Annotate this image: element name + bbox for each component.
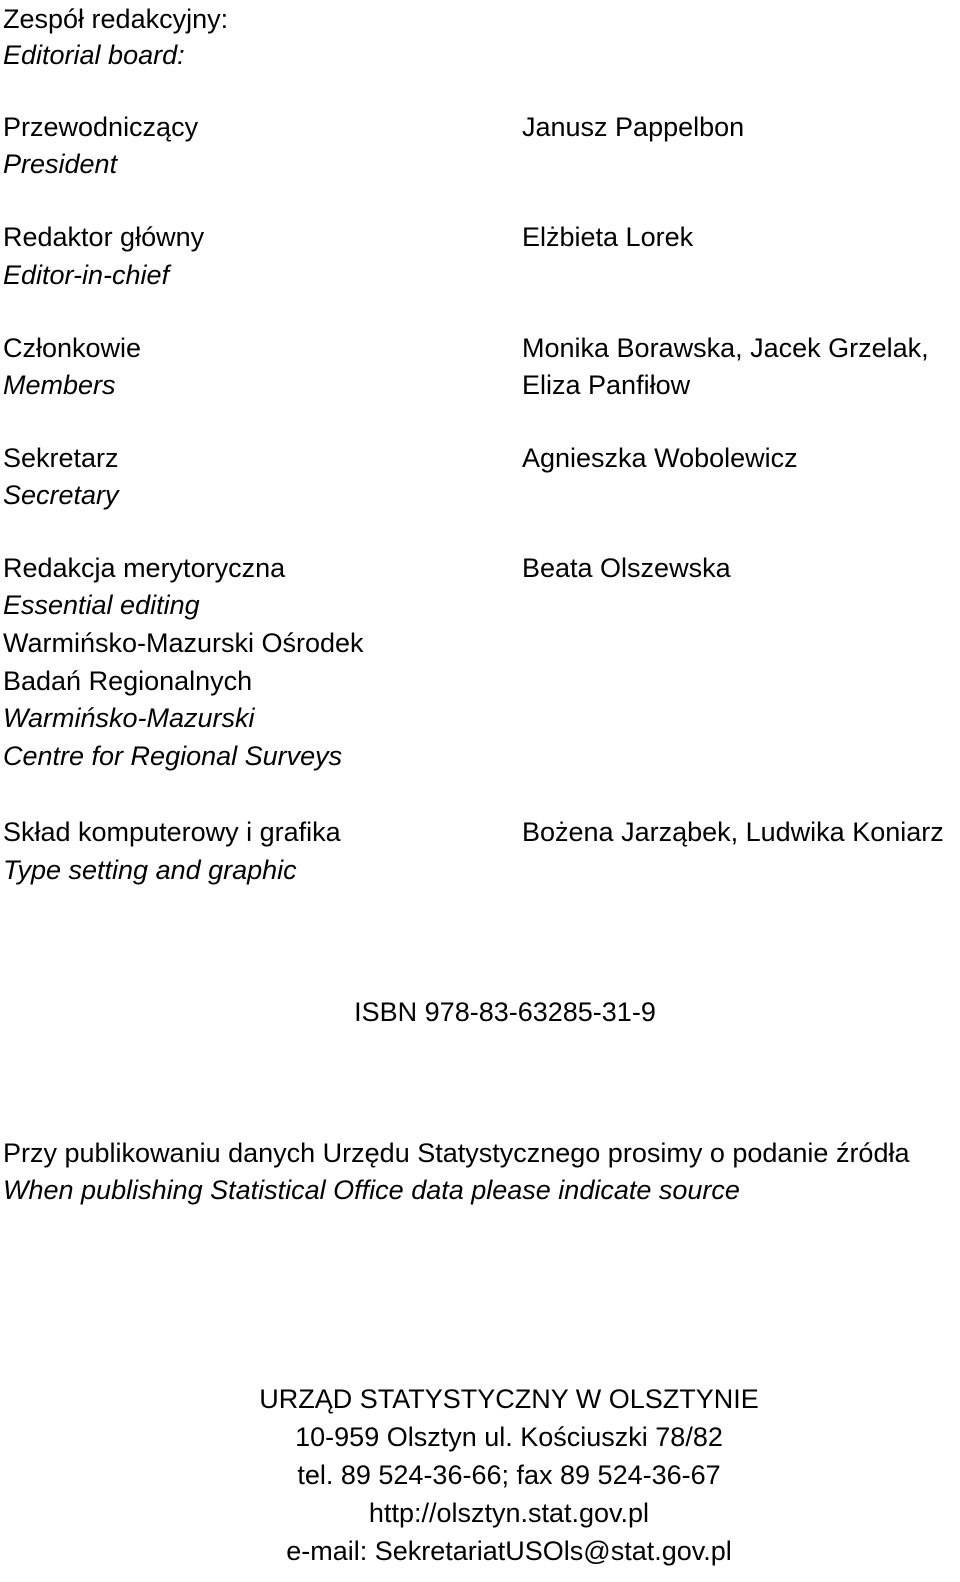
role-typesetting-pl: Skład komputerowy i grafika <box>3 817 341 847</box>
editorial-board-title: Zespół redakcyjny: <box>3 4 229 34</box>
names-members-line2: Eliza Panfiłow <box>522 370 691 400</box>
office-address: 10-959 Olsztyn ul. Kościuszki 78/82 <box>295 1422 723 1452</box>
isbn: ISBN 978-83-63285-31-9 <box>354 997 656 1027</box>
unit-pl-line2: Badań Regionalnych <box>3 666 253 696</box>
name-essential-editing: Beata Olszewska <box>522 553 731 583</box>
role-members-en: Members <box>3 370 116 400</box>
role-editor-in-chief-en: Editor-in-chief <box>3 260 170 290</box>
office-email-link[interactable]: e-mail: SekretariatUSOls@stat.gov.pl <box>286 1536 732 1566</box>
office-website-link[interactable]: http://olsztyn.stat.gov.pl <box>368 1498 650 1528</box>
citation-note-en: When publishing Statistical Office data please indicate source <box>3 1175 740 1205</box>
editorial-board-title-en: Editorial board: <box>3 40 185 70</box>
citation-note-pl: Przy publikowaniu danych Urzędu Statystycznego prosimy o podanie źródła <box>3 1138 910 1168</box>
names-members-line1: Monika Borawska, Jacek Grzelak, <box>522 333 929 363</box>
name-editor-in-chief: Elżbieta Lorek <box>522 222 694 252</box>
role-president-pl: Przewodniczący <box>3 112 199 142</box>
role-president-en: President <box>3 149 118 179</box>
role-editor-in-chief-pl: Redaktor główny <box>3 222 205 252</box>
office-name: URZĄD STATYSTYCZNY W OLSZTYNIE <box>259 1384 759 1414</box>
role-essential-editing-pl: Redakcja merytoryczna <box>3 553 286 583</box>
unit-en-line2: Centre for Regional Surveys <box>3 741 343 771</box>
office-phone-fax: tel. 89 524-36-66; fax 89 524-36-67 <box>297 1460 721 1490</box>
unit-pl-line1: Warmińsko-Mazurski Ośrodek <box>3 628 364 658</box>
role-typesetting-en: Type setting and graphic <box>3 855 297 885</box>
names-typesetting: Bożena Jarząbek, Ludwika Koniarz <box>522 817 944 847</box>
name-president: Janusz Pappelbon <box>522 112 745 142</box>
role-secretary-pl: Sekretarz <box>3 443 119 473</box>
role-essential-editing-en: Essential editing <box>3 590 200 620</box>
role-secretary-en: Secretary <box>3 480 119 510</box>
name-secretary: Agnieszka Wobolewicz <box>522 443 798 473</box>
role-members-pl: Członkowie <box>3 333 142 363</box>
unit-en-line1: Warmińsko-Mazurski <box>3 703 255 733</box>
